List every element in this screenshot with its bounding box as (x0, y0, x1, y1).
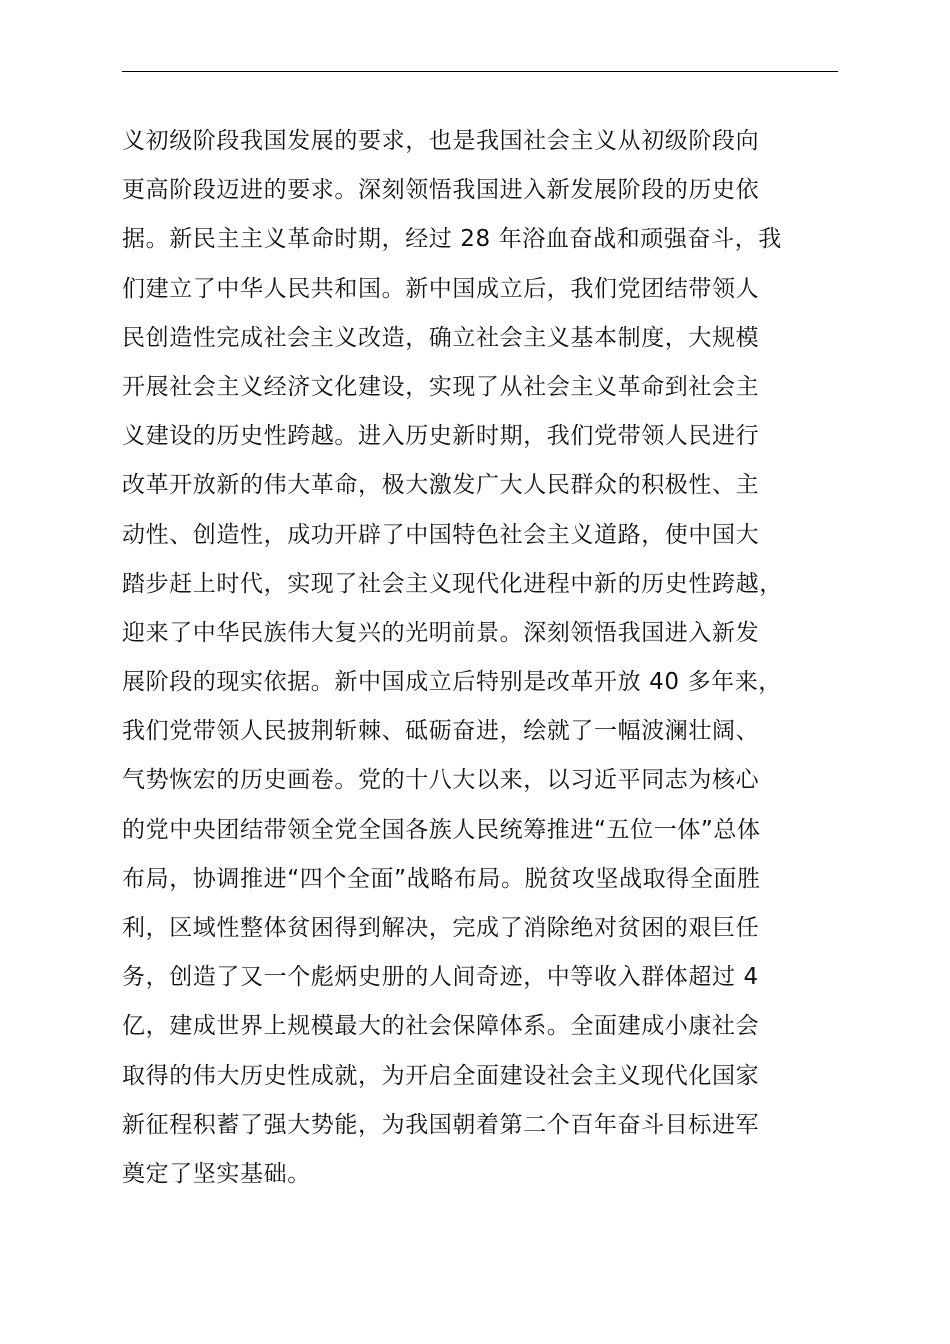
text-line: 民创造性完成社会主义改造，确立社会主义基本制度，大规模 (122, 324, 760, 351)
text-line: 更高阶段迈进的要求。深刻领悟我国进入新发展阶段的历史依 (122, 177, 760, 204)
text-line: 义初级阶段我国发展的要求，也是我国社会主义从初级阶段向 (122, 128, 760, 154)
body-paragraph (122, 117, 862, 1199)
header-rule (122, 71, 838, 72)
text-line: 气势恢宏的历史画卷。党的十八大以来，以习近平同志为核心 (122, 767, 760, 794)
text-line: 据。新民主主义革命时期，经过 28 年浴血奋战和顽强奋斗，我 (122, 226, 782, 253)
text-line: 利，区域性整体贫困得到解决，完成了消除绝对贫困的艰巨任 (122, 915, 760, 941)
text-line: 我们党带领人民披荆斩棘、砥砺奋进，绘就了一幅波澜壮阔、 (122, 718, 760, 745)
text-line: 改革开放新的伟大革命，极大激发广大人民群众的积极性、主 (122, 472, 760, 499)
text-line: 奠定了坚实基础。 (122, 1160, 311, 1187)
text-line: 迎来了中华民族伟大复兴的光明前景。深刻领悟我国进入新发 (122, 619, 760, 646)
text-line: 布局，协调推进“四个全面”战略布局。脱贫攻坚战取得全面胜 (122, 865, 761, 892)
text-line: 务，创造了又一个彪炳史册的人间奇迹，中等收入群体超过 4 (122, 964, 759, 991)
text-line: 新征程积蓄了强大势能，为我国朝着第二个百年奋斗目标进军 (122, 1111, 760, 1138)
text-line: 的党中央团结带领全党全国各族人民统筹推进“五位一体”总体 (122, 816, 761, 843)
text-line: 展阶段的现实依据。新中国成立后特别是改革开放 40 多年来， (122, 669, 782, 696)
text-line: 亿，建成世界上规模最大的社会保障体系。全面建成小康社会 (122, 1013, 760, 1040)
text-line: 义建设的历史性跨越。进入历史新时期，我们党带领人民进行 (122, 423, 760, 450)
text-line: 踏步赶上时代，实现了社会主义现代化进程中新的历史性跨越， (122, 570, 783, 597)
text-line: 开展社会主义经济文化建设，实现了从社会主义革命到社会主 (122, 373, 760, 400)
text-line: 动性、创造性，成功开辟了中国特色社会主义道路，使中国大 (122, 521, 760, 548)
text-line: 们建立了中华人民共和国。新中国成立后，我们党团结带领人 (122, 275, 760, 302)
text-line: 取得的伟大历史性成就，为开启全面建设社会主义现代化国家 (122, 1062, 760, 1089)
